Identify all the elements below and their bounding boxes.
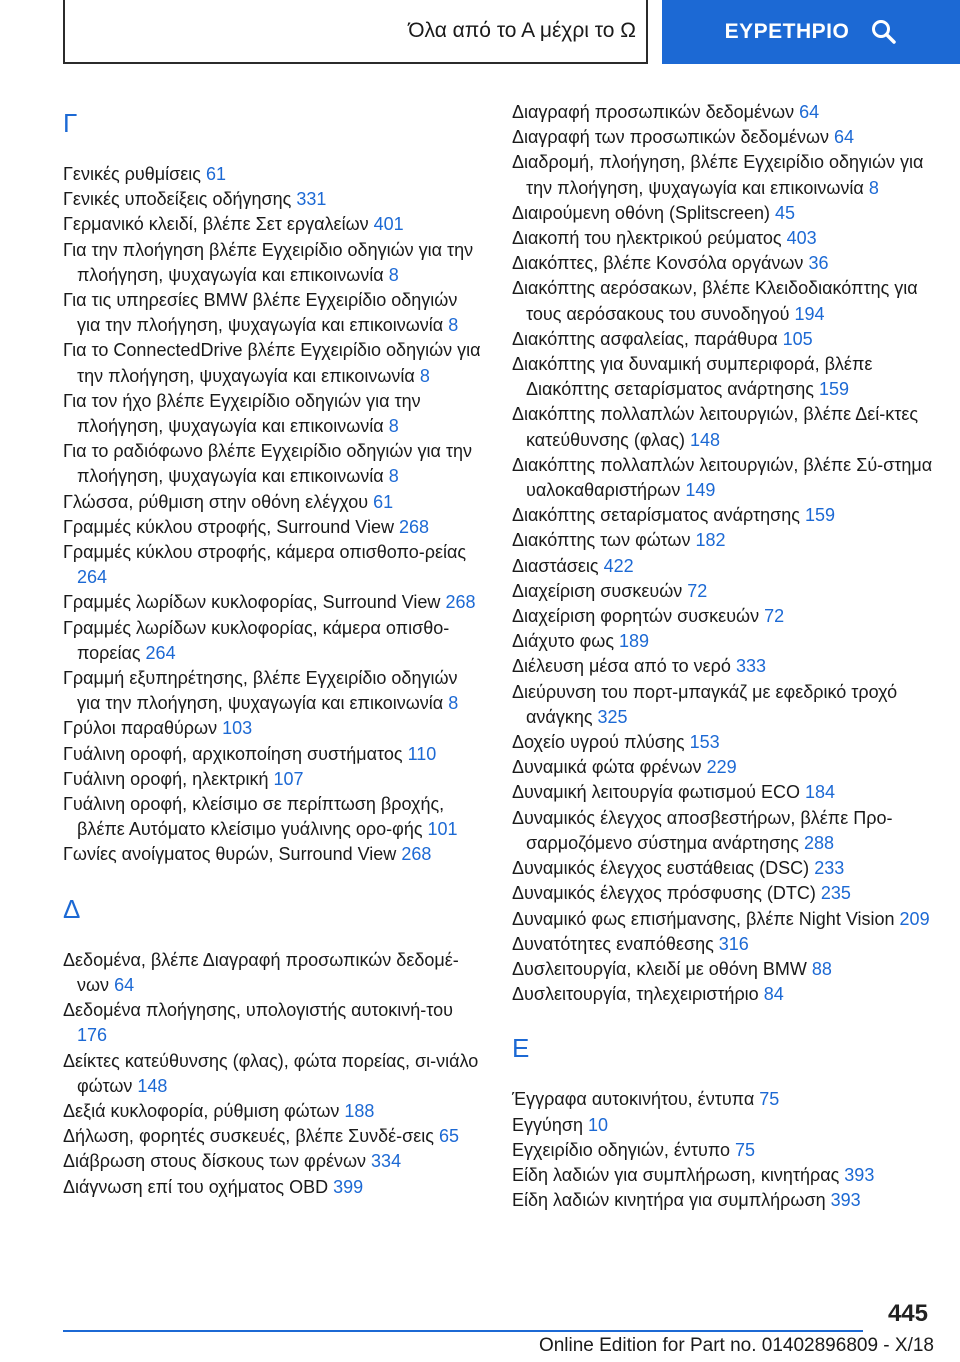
page-link[interactable]: 61: [205, 164, 226, 184]
section-letter: Δ: [63, 893, 81, 924]
page-link[interactable]: 331: [296, 189, 327, 210]
index-entry: [512, 806, 942, 856]
index-entry: [512, 201, 942, 226]
index-entry-text: Διαιρούμενη οθόνη (Splitscreen): [512, 202, 771, 223]
index-entry-text: Δυνατότητες εναπόθεσης: [512, 933, 714, 954]
page-link[interactable]: 401: [373, 214, 404, 235]
index-entry-text: Εγχειρίδιο οδηγιών, έντυπο: [512, 1139, 730, 1160]
index-entry-text: Διαδρομή, πλοήγηση, βλέπε Εγχειρίδιο οδηγιών για την πλοήγηση, ψυχαγωγία και επικοινωνία: [512, 152, 924, 198]
index-entry-text: Εγγύηση: [512, 1114, 583, 1135]
index-entry-text: Διάχυτο φως: [512, 631, 614, 652]
index-entry-text: Γλώσσα, ρύθμιση στην οθόνη ελέγχου: [63, 491, 369, 512]
index-entry: [63, 162, 483, 187]
index-entry-text: Για τις υπηρεσίες BMW βλέπε Εγχειρίδιο οδηγιών για την πλοήγηση, ψυχαγωγία και επικοινωνία: [63, 290, 458, 336]
index-entry-text: Διάβρωση στους δίσκους των φρένων: [63, 1151, 367, 1172]
page-link[interactable]: 64: [834, 127, 855, 148]
page-link[interactable]: 72: [687, 580, 708, 601]
page-link[interactable]: 103: [222, 718, 253, 739]
page-number: 445: [887, 1300, 928, 1327]
index-entry-text: Διαχείριση συσκευών: [512, 580, 683, 601]
page-link[interactable]: 110: [407, 743, 437, 764]
index-entry: [512, 125, 942, 150]
index-entry-text: Δυναμικά φώτα φρένων: [512, 757, 702, 778]
index-entry: [512, 932, 942, 957]
page-link[interactable]: 316: [718, 933, 749, 954]
index-entry-text: Δυναμική λειτουργία φωτισμού ECO: [512, 782, 800, 803]
index-entry-text: Γραμμές κύκλου στροφής, Surround View: [63, 516, 394, 537]
index-entry-text: Δυναμικό φως επισήμανσης, βλέπε Night Vision: [512, 908, 895, 929]
page-link[interactable]: 8: [388, 416, 399, 437]
page-link[interactable]: 233: [814, 858, 845, 879]
page-link[interactable]: 264: [145, 642, 176, 663]
index-entry-text: Γερμανικό κλειδί, βλέπε Σετ εργαλείων: [63, 214, 369, 235]
nav-a-to-z-label: Όλα από το Α μέχρι το Ω: [408, 19, 636, 42]
page-link[interactable]: 8: [448, 315, 459, 336]
index-entry-text: Διακόπτης σεταρίσματος ανάρτησης: [512, 505, 800, 526]
index-entry: [63, 490, 483, 515]
index-entry: [512, 503, 942, 528]
index-entry: [63, 948, 483, 998]
page-link[interactable]: 101: [427, 819, 458, 840]
index-entry-text: Για τον ήχο βλέπε Εγχειρίδιο οδηγιών για την πλοήγηση, ψυχαγωγία και επικοινωνία: [63, 390, 421, 437]
page-link[interactable]: 148: [137, 1075, 168, 1096]
index-entry-text: Γρύλοι παραθύρων: [63, 718, 218, 739]
index-entry-text: Δυναμικός έλεγχος αποσβεστήρων, βλέπε Προ-σαρμοζόμενο σύστημα ανάρτησης: [512, 807, 893, 853]
index-entry: [512, 453, 942, 503]
index-entry: [63, 792, 483, 842]
index-entry: [63, 616, 483, 666]
page-link[interactable]: 182: [695, 530, 726, 551]
section-letter: Γ: [63, 108, 78, 138]
index-entry-text: Είδη λαδιών για συμπλήρωση, κινητήρας: [512, 1164, 840, 1185]
page-link[interactable]: 8: [419, 365, 430, 386]
index-entry-text: Γραμμή εξυπηρέτησης, βλέπε Εγχειρίδιο οδηγιών για την πλοήγηση, ψυχαγωγία και επικοινωνία: [63, 668, 458, 714]
index-entry-text: Δυσλειτουργία, τηλεχειριστήριο: [512, 984, 759, 1005]
index-entry: [63, 1175, 483, 1200]
index-entry-text: Δυναμικός έλεγχος ευστάθειας (DSC): [512, 858, 810, 879]
index-entry: [512, 251, 942, 276]
index-entry-text: Διακόπτης των φώτων: [512, 530, 691, 551]
index-entry-text: Είδη λαδιών κινητήρα για συμπλήρωση: [512, 1190, 826, 1211]
index-entry-text: Γυάλινη οροφή, ηλεκτρική: [63, 768, 269, 789]
page-link[interactable]: 235: [820, 883, 851, 904]
index-entry-text: Διαχείριση φορητών συσκευών: [512, 606, 760, 627]
index-entry-text: Δοχείο υγρού πλύσης: [512, 732, 685, 753]
index-entry-text: Δείκτες κατεύθυνσης (φλας), φώτα πορείας, σι-νιάλο φώτων: [63, 1050, 479, 1096]
index-entry-text: Διακόπτης για δυναμική συμπεριφορά, βλέπε Διακόπτης σεταρίσματος ανάρτησης: [512, 354, 873, 400]
index-entry: [512, 730, 942, 755]
index-entry: [512, 554, 942, 579]
page-link[interactable]: 333: [735, 656, 766, 677]
index-entry: [512, 528, 942, 553]
index-entry-text: Γενικές ρυθμίσεις: [63, 164, 201, 184]
index-entry-text: Για το ραδιόφωνο βλέπε Εγχειρίδιο οδηγιών για την πλοήγηση, ψυχαγωγία και επικοινωνία: [63, 441, 473, 487]
page-link[interactable]: 268: [401, 844, 432, 865]
index-entry-text: Γενικές υποδείξεις οδήγησης: [63, 189, 292, 210]
index-entry: [63, 666, 483, 716]
index-entry: [63, 842, 483, 867]
index-entry-text: Δεδομένα πλοήγησης, υπολογιστής αυτοκινή-του: [63, 1000, 454, 1021]
footer-edition: Online Edition for Part no. 01402896809 - X/18: [538, 1335, 934, 1356]
index-entry-text: Έγγραφα αυτοκινήτου, έντυπα: [512, 1089, 755, 1110]
search-icon[interactable]: [871, 19, 897, 45]
index-entry: [512, 1138, 942, 1163]
index-entry: [63, 1099, 483, 1124]
page-link[interactable]: 10: [588, 1114, 609, 1135]
index-entry-text: Γυάλινη οροφή, κλείσιμο σε περίπτωση βροχής, βλέπε Αυτόματο κλείσιμο γυάλινης ορο-φής: [63, 794, 445, 840]
page-link[interactable]: 268: [399, 516, 430, 537]
index-entry-text: Διαγραφή προσωπικών δεδομένων: [512, 102, 795, 122]
index-entry: [512, 1188, 942, 1213]
index-entry-text: Διέλευση μέσα από το νερό: [512, 656, 731, 677]
page-link[interactable]: 8: [448, 693, 459, 714]
index-column-right: [512, 100, 942, 1213]
page-link[interactable]: 45: [775, 202, 796, 223]
index-entry-text: Γυάλινη οροφή, αρχικοποίηση συστήματος: [63, 743, 403, 764]
index-tab[interactable]: [662, 0, 960, 64]
index-entry: [63, 288, 483, 338]
index-entry: [63, 338, 483, 388]
index-entry: [63, 238, 483, 288]
index-entry-text: Διαστάσεις: [512, 555, 599, 576]
index-entry: [63, 590, 483, 615]
page-link[interactable]: 148: [689, 429, 721, 450]
page-link[interactable]: 61: [373, 491, 394, 512]
index-entry: [63, 187, 483, 212]
index-entry-text: Δεδομένα, βλέπε Διαγραφή προσωπικών δεδομέ-νων: [63, 949, 459, 995]
index-entry-text: Για το ConnectedDrive βλέπε Εγχειρίδιο οδηγιών για την πλοήγηση, ψυχαγωγία και επικοινωνία: [63, 340, 481, 386]
index-entry: [512, 402, 942, 452]
index-entry: [63, 1149, 483, 1174]
page-link[interactable]: 325: [597, 706, 628, 727]
index-entry: [512, 755, 942, 780]
index-entry: [63, 439, 483, 489]
index-entry-text: Γραμμές λωρίδων κυκλοφορίας, Surround View: [63, 592, 441, 613]
index-entry-text: Δήλωση, φορητές συσκευές, βλέπε Συνδέ-σεις: [63, 1126, 434, 1147]
index-entry: [63, 1124, 483, 1149]
page-link[interactable]: 72: [764, 606, 785, 627]
page-link[interactable]: 264: [77, 567, 108, 588]
index-entry-text: Διακοπή του ηλεκτρικού ρεύματος: [512, 228, 782, 249]
index-entry: [63, 212, 483, 237]
page-link[interactable]: 184: [804, 782, 836, 803]
index-entry-text: Γραμμές λωρίδων κυκλοφορίας, κάμερα οπισθο-πορείας: [63, 617, 450, 663]
page-link[interactable]: 105: [782, 328, 813, 349]
index-entry-text: Διακόπτης αερόσακων, βλέπε Κλειδοδιακόπτης για τους αερόσακους του συνοδηγού: [512, 278, 918, 324]
index-entry-text: Διάγνωση επί του οχήματος OBD: [63, 1176, 329, 1197]
page-link[interactable]: 194: [794, 303, 825, 324]
page-link[interactable]: 149: [685, 480, 716, 501]
index-entry: [512, 957, 942, 982]
index-entry: [512, 150, 942, 200]
index-entry-text: Διακόπτης πολλαπλών λειτουργιών, βλέπε Σύ-στημα υαλοκαθαριστήρων: [512, 454, 933, 501]
page-link[interactable]: 153: [689, 732, 720, 753]
page-link[interactable]: 393: [844, 1164, 875, 1185]
index-entry: [512, 629, 942, 654]
index-entry: [512, 982, 942, 1007]
page-link[interactable]: 64: [114, 974, 135, 995]
page-link[interactable]: 8: [388, 466, 399, 487]
index-entry: [63, 742, 483, 767]
index-entry: [63, 767, 483, 792]
page-link[interactable]: 268: [445, 592, 476, 613]
index-entry-text: Δεξιά κυκλοφορία, ρύθμιση φώτων: [63, 1100, 340, 1121]
index-entry: [63, 998, 483, 1048]
index-entry-text: Διεύρυνση του πορτ-μπαγκάζ με εφεδρικό τροχό ανάγκης: [512, 681, 898, 727]
index-entry: [512, 680, 942, 730]
page-link[interactable]: 159: [818, 379, 850, 400]
index-entry: [63, 1049, 483, 1099]
page-link[interactable]: 88: [811, 958, 832, 979]
index-entry: [512, 1163, 942, 1188]
index-entry: [512, 579, 942, 604]
page-link[interactable]: 75: [735, 1139, 756, 1160]
page-link[interactable]: 229: [706, 757, 737, 778]
index-entry: [512, 100, 942, 125]
page-link[interactable]: 189: [619, 631, 650, 652]
page-link[interactable]: 403: [786, 228, 817, 249]
page-link[interactable]: 107: [273, 768, 304, 789]
page-link[interactable]: 65: [438, 1126, 459, 1147]
index-entry-text: Διακόπτης ασφαλείας, παράθυρα: [512, 328, 778, 349]
page-link[interactable]: 176: [77, 1025, 108, 1046]
page-link[interactable]: 209: [899, 908, 930, 929]
index-entry-text: Γραμμές κύκλου στροφής, κάμερα οπισθοπο-ρείας: [63, 542, 467, 563]
index-entry: [63, 540, 483, 590]
index-entry: [512, 856, 942, 881]
index-entry: [63, 515, 483, 540]
index-entry: [512, 226, 942, 251]
index-entry: [512, 1087, 942, 1112]
index-entry: [63, 389, 483, 439]
index-entry: [63, 716, 483, 741]
page-link[interactable]: 393: [830, 1190, 861, 1211]
index-entry-text: Διακόπτης πολλαπλών λειτουργιών, βλέπε Δεί-κτες κατεύθυνσης (φλας): [512, 404, 919, 450]
index-entry: [512, 352, 942, 402]
page-link[interactable]: 84: [763, 984, 784, 1005]
index-entry: [512, 907, 942, 932]
section-letter: Ε: [512, 1033, 530, 1064]
page-link[interactable]: 288: [803, 832, 835, 853]
index-entry: [512, 654, 942, 679]
index-entry-text: Γωνίες ανοίγματος θυρών, Surround View: [63, 844, 397, 865]
page-link[interactable]: 64: [799, 102, 820, 122]
index-entry: [512, 604, 942, 629]
index-label: ΕΥΡΕΤΗΡΙΟ: [724, 20, 850, 43]
index-entry-text: Για την πλοήγηση βλέπε Εγχειρίδιο οδηγιών για την πλοήγηση, ψυχαγωγία και επικοινωνία: [63, 239, 474, 285]
page-link[interactable]: 8: [868, 177, 879, 198]
nav-a-to-z-tab[interactable]: [63, 0, 648, 64]
index-column-left: [63, 100, 483, 1200]
page-link[interactable]: 75: [759, 1089, 780, 1110]
index-entry: [512, 1113, 942, 1138]
index-entry-text: Δυναμικός έλεγχος πρόσφυσης (DTC): [512, 883, 816, 904]
page-link[interactable]: 8: [388, 264, 399, 285]
footer-divider: [63, 1330, 863, 1332]
page-link[interactable]: 399: [333, 1176, 364, 1197]
index-entry-text: Διακόπτες, βλέπε Κονσόλα οργάνων: [512, 253, 804, 274]
page-link[interactable]: 36: [808, 253, 829, 274]
index-entry: [512, 881, 942, 906]
index-entry: [512, 276, 942, 326]
page-link[interactable]: 159: [804, 505, 836, 526]
page-link[interactable]: 422: [603, 555, 634, 576]
page-link[interactable]: 334: [371, 1151, 402, 1172]
index-entry-text: Δυσλειτουργία, κλειδί με οθόνη BMW: [512, 958, 807, 979]
page-link[interactable]: 188: [344, 1100, 375, 1121]
index-entry: [512, 327, 942, 352]
index-entry: [512, 780, 942, 805]
index-entry-text: Διαγραφή των προσωπικών δεδομένων: [512, 127, 830, 148]
